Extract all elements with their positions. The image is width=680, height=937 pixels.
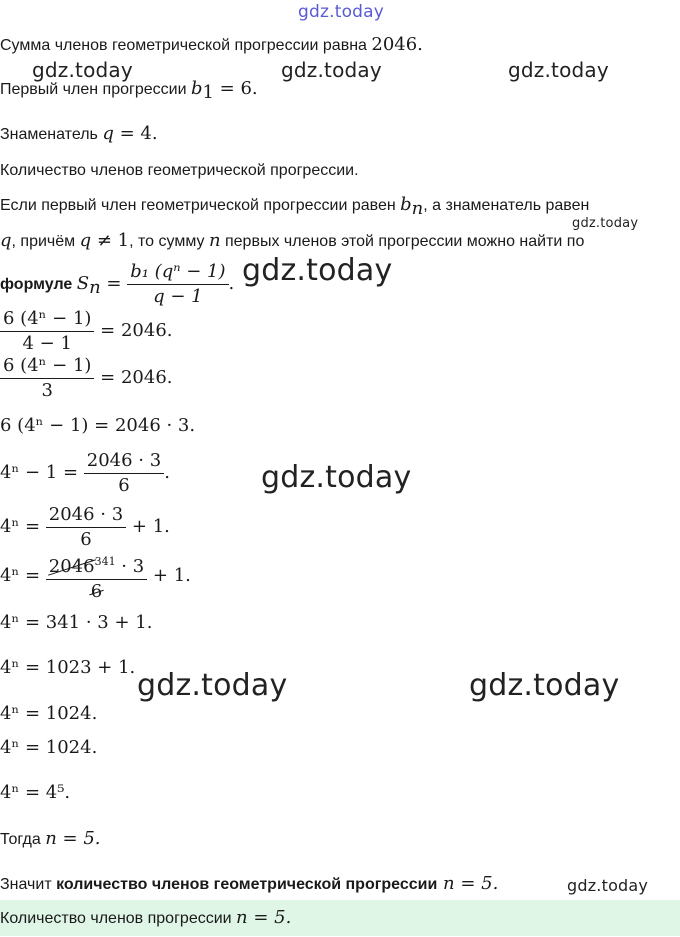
formula-intro-text: Если первый член геометрической прогрессии равен — [0, 197, 401, 214]
formula-intro-line — [0, 195, 589, 219]
given-ratio-text: Знаменатель — [0, 126, 103, 143]
find-text: Количество членов геометрической прогрессии. — [0, 162, 359, 179]
find-line — [0, 161, 359, 181]
conclusion-bold: количество членов геометрической прогрессии — [56, 876, 438, 893]
step-lhs: 4ⁿ − 1 = — [0, 462, 84, 483]
condition-text: первых членов этой прогрессии можно найти по — [220, 233, 585, 250]
equation-step-2 — [0, 355, 173, 402]
var-S: S — [76, 273, 90, 294]
var-b: b — [400, 194, 412, 215]
equation-step-5 — [0, 504, 170, 551]
given-first-term-line — [0, 79, 258, 103]
formula-condition-line — [0, 231, 584, 252]
given-first-term-text: Первый член прогрессии — [0, 81, 191, 98]
numerator-rest: · 3 — [115, 556, 145, 577]
equation-step-4 — [0, 450, 170, 497]
fraction-denominator: 6 — [118, 475, 130, 497]
not-equal-one: ≠ 1 — [91, 230, 130, 251]
step-lhs: 4ⁿ = — [0, 516, 46, 537]
answer-text: Количество членов прогрессии — [0, 910, 237, 927]
watermark: gdz.today — [572, 216, 639, 231]
condition-text: , причём — [11, 233, 80, 250]
fraction-denominator — [88, 580, 105, 603]
answer-result: n = 5. — [236, 907, 292, 928]
sum-formula-fraction — [127, 261, 228, 308]
watermark: gdz.today — [32, 58, 133, 82]
subscript: n — [89, 277, 101, 299]
fraction-numerator: 2046 · 3 — [46, 504, 126, 528]
equation-step-1 — [0, 308, 173, 355]
period: . — [164, 462, 170, 483]
given-sum-value: 2046. — [371, 34, 423, 55]
step-rhs: + 1. — [147, 565, 191, 587]
reduced-fraction — [46, 551, 147, 603]
step-fraction — [0, 355, 94, 402]
formula-label: формуле — [0, 276, 73, 293]
var-n: n — [208, 230, 221, 251]
subscript: n — [411, 198, 424, 220]
fraction-denominator: 6 — [80, 529, 92, 551]
equals: = — [100, 273, 128, 294]
watermark: gdz.today — [469, 668, 620, 703]
then-line — [0, 829, 101, 850]
period: . — [228, 273, 235, 294]
watermark: gdz.today — [281, 58, 382, 82]
sum-formula-line — [0, 259, 234, 313]
given-ratio-line — [0, 124, 158, 145]
subscript: 1 — [202, 82, 214, 104]
var-q: q — [102, 123, 114, 144]
fraction-denominator: 4 − 1 — [22, 333, 72, 355]
fraction-numerator: 6 (4ⁿ − 1) — [0, 308, 94, 332]
watermark: gdz.today — [242, 253, 393, 288]
step-fraction — [84, 450, 164, 497]
then-text: Тогда — [0, 831, 46, 848]
var-q: q — [79, 230, 92, 251]
step-rhs: + 1. — [126, 516, 170, 537]
given-sum-text: Сумма членов геометрической прогрессии равна — [0, 37, 372, 54]
equation-step-3: 6 (4ⁿ − 1) = 2046 · 3. — [0, 415, 196, 436]
step-lhs: 4ⁿ = — [0, 565, 46, 587]
equation-step-10: 4ⁿ = 1024. — [0, 737, 98, 758]
conclusion-line — [0, 874, 498, 895]
fraction-numerator: b₁ (qⁿ − 1) — [127, 261, 228, 285]
given-first-term-value: = 6. — [213, 78, 258, 99]
equation-step-8: 4ⁿ = 1023 + 1. — [0, 657, 136, 678]
fraction-numerator: 2046 · 3 — [84, 450, 164, 474]
watermark-top: gdz.today — [298, 2, 385, 22]
step-rhs: = 2046. — [94, 320, 173, 341]
given-sum-line — [0, 35, 423, 56]
fraction-denominator: 3 — [41, 380, 53, 402]
given-ratio-value: = 4. — [113, 123, 158, 144]
cancelled-6: 6 — [90, 581, 103, 602]
equation-step-6 — [0, 551, 191, 603]
cancelled-2046: 2046 — [48, 556, 95, 577]
equation-step-7: 4ⁿ = 341 · 3 + 1. — [0, 612, 153, 633]
then-result: n = 5. — [45, 828, 101, 849]
fraction-denominator: q − 1 — [153, 286, 203, 308]
fraction-numerator — [46, 551, 147, 580]
fraction-numerator: 6 (4ⁿ − 1) — [0, 355, 94, 379]
var-b: b — [190, 78, 203, 99]
var-q: q — [0, 230, 12, 251]
watermark: gdz.today — [137, 668, 288, 703]
step-fraction — [46, 504, 126, 551]
reduced-value: 341 — [94, 555, 116, 568]
equation-step-11: 4ⁿ = 4⁵. — [0, 782, 71, 803]
conclusion-text: Значит — [0, 876, 57, 893]
condition-text: , то сумму — [129, 233, 209, 250]
watermark: gdz.today — [261, 460, 412, 495]
watermark: gdz.today — [567, 876, 649, 895]
step-rhs: = 2046. — [94, 367, 173, 388]
watermark: gdz.today — [508, 58, 609, 82]
answer-box — [0, 900, 680, 936]
equation-step-9: 4ⁿ = 1024. — [0, 703, 98, 724]
formula-intro-rest: , а знаменатель равен — [423, 197, 590, 214]
conclusion-result: n = 5. — [437, 873, 499, 894]
step-fraction — [0, 308, 94, 355]
